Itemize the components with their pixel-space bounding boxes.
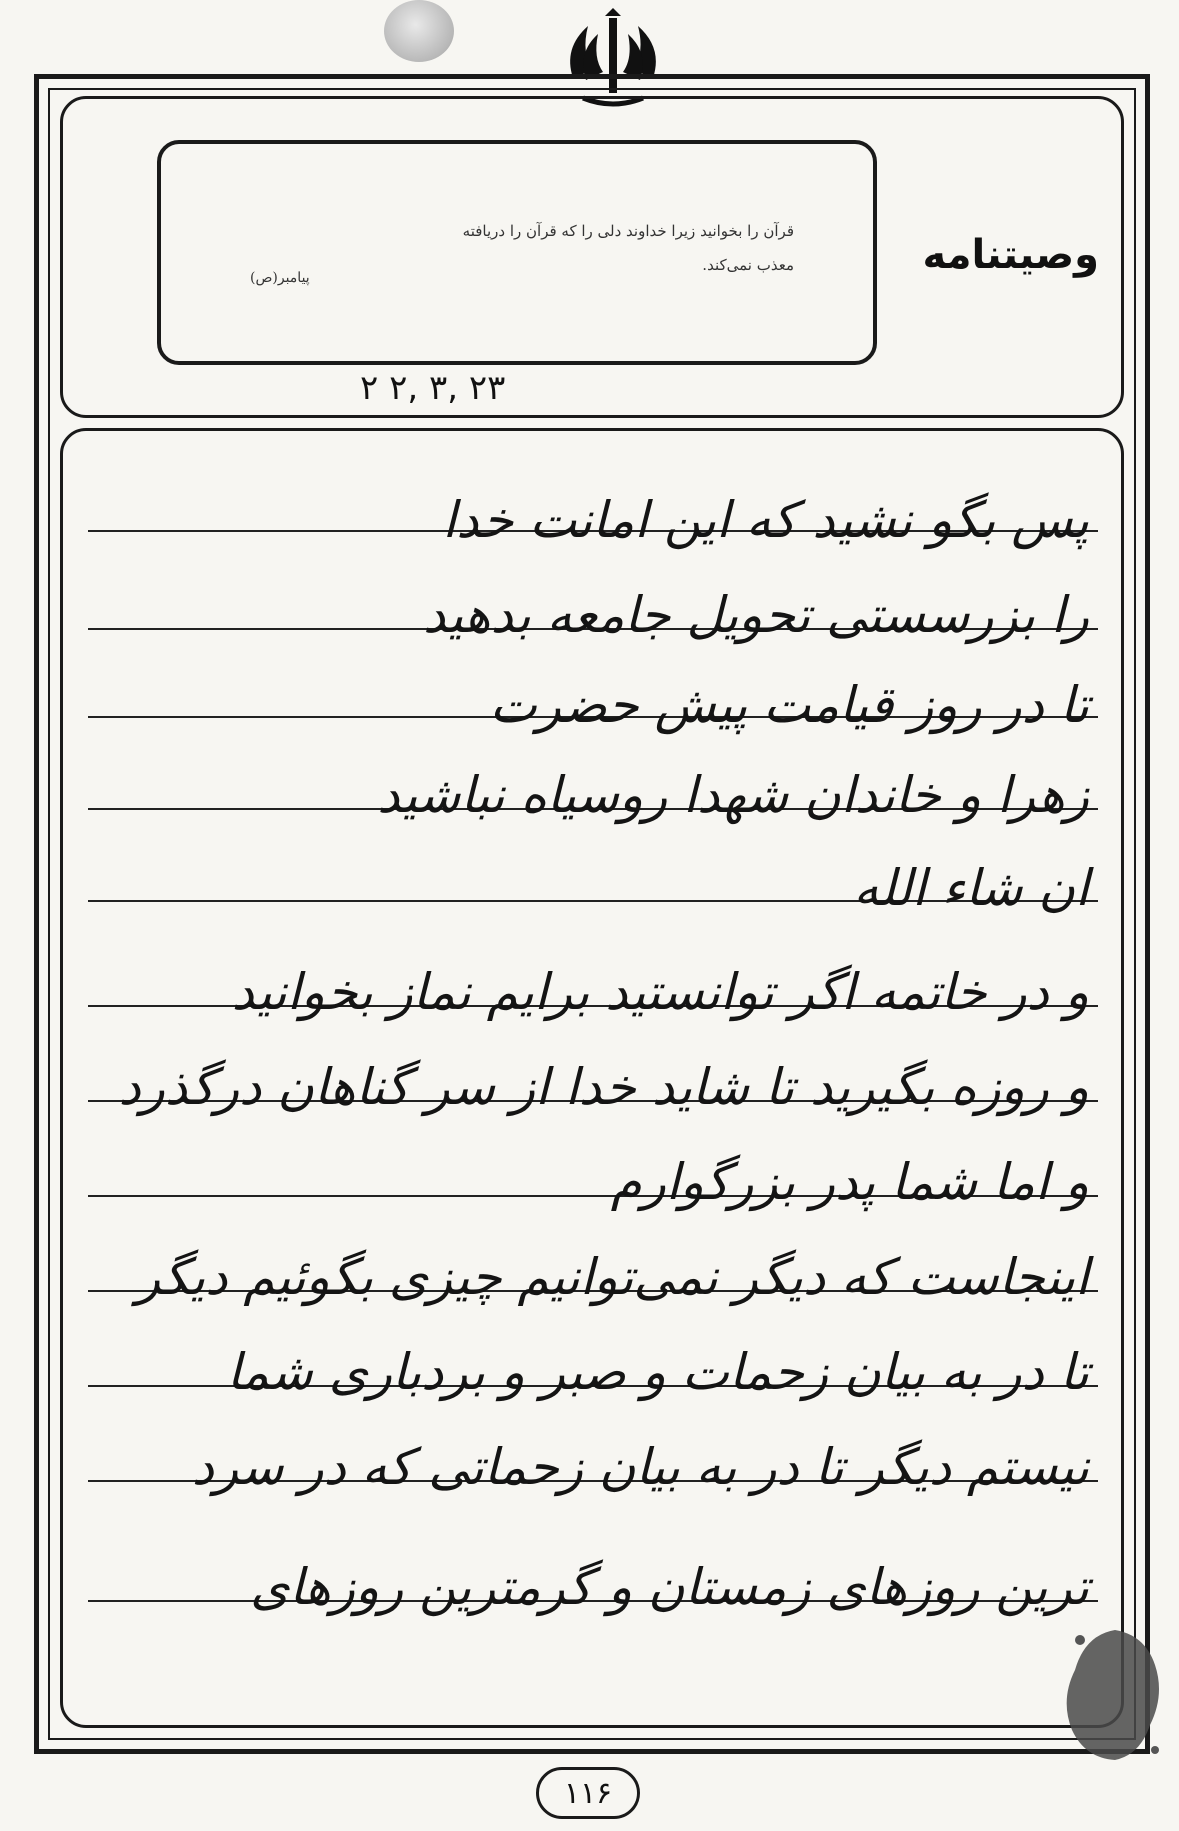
page-number-badge: [536, 1767, 640, 1819]
letter-line: و اما شما پدر بزرگوارم: [610, 1153, 1089, 1211]
letter-line: و در خاتمه اگر توانستید برایم نماز بخوانید: [231, 963, 1089, 1021]
letter-line: تا در به بیان زحمات و صبر و بردباری شما: [226, 1343, 1089, 1401]
page-number: ۱۱۶: [563, 1775, 613, 1811]
ink-stain: [1060, 1620, 1165, 1765]
letter-line: ان شاء الله: [853, 859, 1089, 917]
letter-line: نیستم دیگر تا در به بیان زحماتی که در سرد: [191, 1438, 1089, 1496]
quote-source: پیامبر(ص): [250, 270, 310, 286]
letter-line: را بزرسستی تحویل جامعه بدهید: [422, 586, 1089, 644]
letter-line: پس بگو نشید که این امانت خدا: [442, 491, 1089, 549]
quote-text-line-1: قرآن را بخوانید زیرا خداوند دلی را که قرآن را دریافته: [462, 222, 794, 240]
quote-box: [157, 140, 877, 365]
letter-line: ترین روزهای زمستان و گرمترین روزهای: [250, 1558, 1089, 1616]
punch-hole: [384, 0, 454, 62]
letter-line: اینجاست که دیگر نمی‌توانیم چیزی بگوئیم دیگر: [136, 1248, 1089, 1306]
letter-line: زهرا و خاندان شهدا روسیاه نباشید: [377, 766, 1089, 824]
letter-line: تا در روز قیامت پیش حضرت: [489, 676, 1089, 734]
letter-line: و روزه بگیرید تا شاید خدا از سر گناهان درگذرد: [118, 1058, 1089, 1116]
handwritten-date: ۲۳ ,۳ ,۲ ۲: [360, 368, 506, 408]
document-title: وصیتنامه: [922, 232, 1099, 278]
quote-text-line-2: معذب نمی‌کند.: [702, 256, 794, 274]
